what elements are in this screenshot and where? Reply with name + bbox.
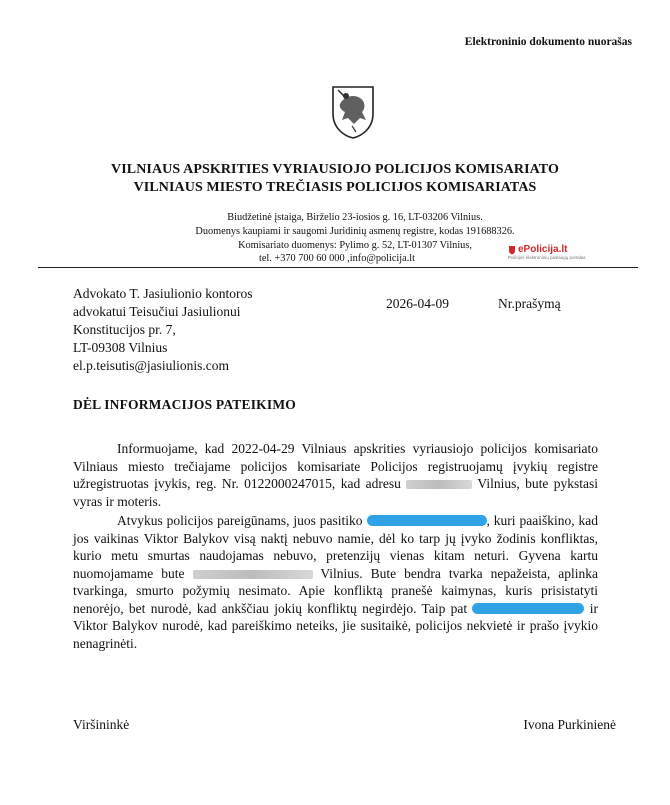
paragraph-text: Atvykus policijos pareigūnams, juos pasitiko	[117, 513, 363, 528]
epolicija-logo	[508, 244, 588, 266]
epolicija-subtitle: Policijos elektroninių paslaugų portalas	[508, 255, 586, 260]
paragraph-text: Informuojame, kad 2022-04-29 Vilniaus apskrities vyriausiojo policijos komisariato Vilniaus miesto trečiajame policijos komisariate Policijos registruojamų įvykių registre užregistruotas įvykis, reg. Nr. 0122000247015, kad adresu	[73, 441, 598, 491]
document-copy-note: Elektroninio dokumento nuorašas	[464, 36, 632, 48]
document-reference: Nr.prašymą	[498, 296, 561, 311]
redacted-address	[406, 480, 472, 489]
recipient-line: advokatui Teisučiui Jasiulionui	[73, 304, 241, 319]
paragraph-text: , kuri paaiškino, kad jos vaikinas Viktor Balykov visą naktį nebuvo namie, dėl ko tarp jų įvyko žodinis konfliktas, kurio metu smurtas naudojamas nebuvo, pretenzijų vienas kitam neturi. Gyvena kartu nuomojamame bute	[73, 513, 599, 581]
recipient-line: Advokato T. Jasiulionio kontoros	[73, 286, 253, 301]
signatory-title: Viršininkė	[73, 717, 130, 732]
redacted-name	[367, 515, 487, 526]
recipient-address	[73, 285, 253, 375]
body-paragraph-1	[73, 440, 598, 510]
document-date: 2026-04-09	[386, 296, 449, 311]
recipient-email: el.p.teisutis@jasiulionis.com	[73, 358, 230, 373]
signatory-name: Ivona Purkinienė	[523, 717, 616, 732]
paragraph-text: Vilnius. Bute bendra tvarka nepažeista, aplinka tvarkinga, smurto požymių nesimato. Apie konfliktą pranešė kaimynas, kuris prisistatyti nenorėjo, bet nurodė, kad ankščiau jokių konfliktų negirdėjo. Taip pat	[73, 565, 599, 616]
epolicija-label: ePolicija.lt	[518, 244, 568, 255]
redacted-address	[193, 570, 313, 579]
institution-info-line1: Biudžetinė įstaiga, Birželio 23-iosios g. 16, LT-03206 Vilnius.	[227, 212, 483, 223]
paragraph-text: ir Viktor Balykov nurodė, kad pareiškimo neteiks, jie susitaikė, policijos nekvietė ir prašo įvykio nenagrinėti.	[73, 600, 598, 651]
header-divider	[38, 267, 638, 268]
coat-of-arms-icon	[330, 84, 376, 140]
institution-contact: tel. +370 700 60 000 ,info@policija.lt	[259, 253, 415, 264]
institution-info-line2: Duomenys kaupiami ir saugomi Juridinių asmenų registre, kodas 191688326.	[195, 226, 515, 237]
institution-name-line1: VILNIAUS APSKRITIES VYRIAUSIOJO POLICIJOS KOMISARIATO	[111, 162, 559, 177]
institution-info-line3: Komisariato duomenys: Pylimo g. 52, LT-01307 Vilnius,	[238, 240, 472, 251]
document-subject: DĖL INFORMACIJOS PATEIKIMO	[73, 397, 296, 412]
police-badge-icon	[508, 245, 516, 255]
body-paragraph-2	[73, 512, 598, 652]
institution-name-line2: VILNIAUS MIESTO TREČIASIS POLICIJOS KOMISARIATAS	[133, 180, 537, 195]
recipient-line: LT-09308 Vilnius	[73, 340, 168, 355]
recipient-line: Konstitucijos pr. 7,	[73, 322, 176, 337]
redacted-name	[472, 603, 584, 614]
paragraph-text: Vilnius, bute pykstasi vyras ir moteris.	[73, 476, 598, 509]
